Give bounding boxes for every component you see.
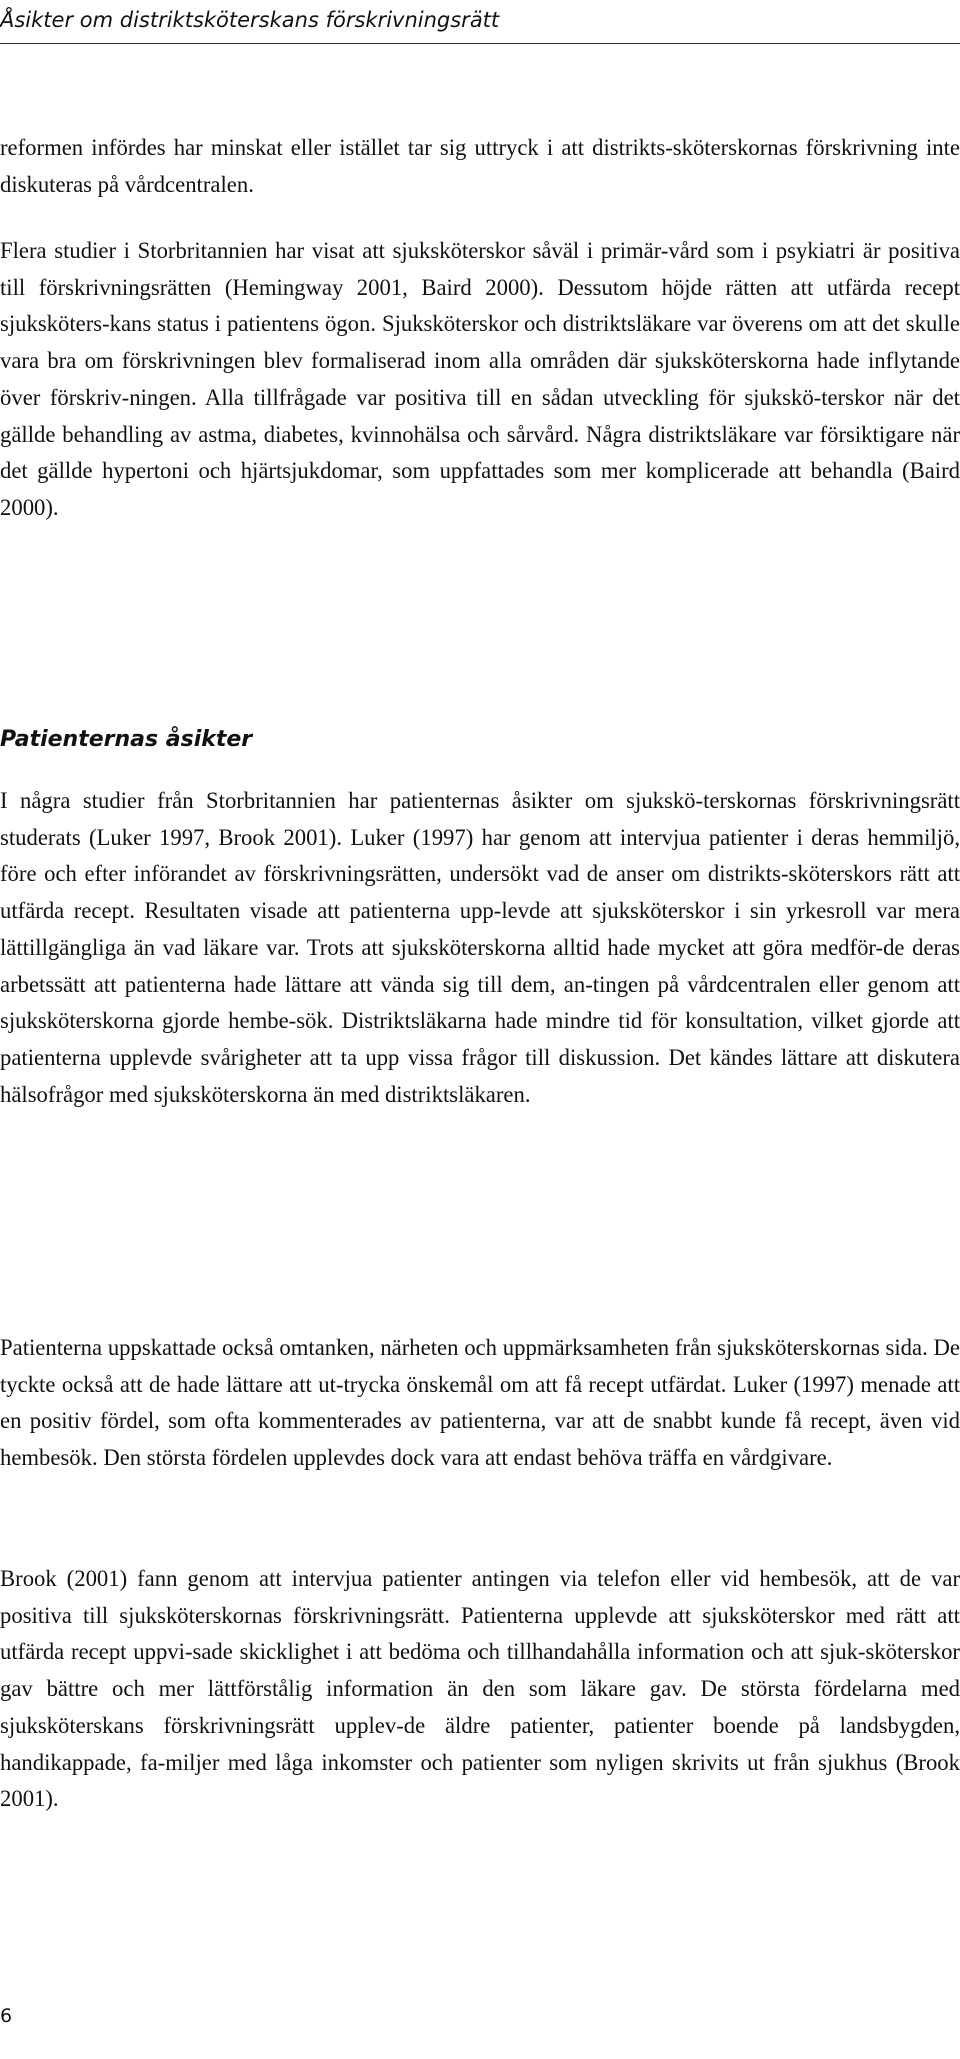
- paragraph-patient-appreciation: Patienterna uppskattade också omtanken, närheten och uppmärksamheten från sjuksköterskornas sida. De tyckte också att de hade lättare att ut-trycka önskemål om att få recept utfärdat. Luker (1997) menade att en positiv fördel, som ofta kommenterades av patienterna, var att de snabbt kunde få recept, även vid hembesök. Den största fördelen upplevdes dock vara att endast behöva träffa en vårdgivare.: [0, 1335, 960, 1471]
- paragraph-intro-continuation: reformen infördes har minskat eller istället tar sig uttryck i att distrikts-sköterskornas förskrivning inte diskuteras på vårdcentralen.: [0, 135, 960, 197]
- paragraph-studies-storbritannien: Flera studier i Storbritannien har visat att sjuksköterskor såväl i primär-vård som i psykiatri är positiva till förskrivningsrätten (Hemingway 2001, Baird 2000). Dessutom höjde rätten att utfärda recept sjuksköters-kans status i patientens ögon. Sjuksköterskor och distriktsläkare var överens om att det skulle vara bra om förskrivningen blev formaliserad inom alla områden där sjuksköterskorna hade inflytande över förskriv-ningen. Alla tillfrågade var positiva till en sådan utveckling för sjukskö-terskor när det gällde behandling av astma, diabetes, kvinnohälsa och sårvård. Några distriktsläkare var försiktigare när det gällde hypertoni och hjärtsjukdomar, som uppfattades som mer komplicerade att behandla (Baird 2000).: [0, 238, 960, 520]
- section-heading: Patienternas åsikter: [0, 727, 253, 752]
- paragraph-patient-views: I några studier från Storbritannien har patienternas åsikter om sjukskö-terskornas förskrivningsrätt studerats (Luker 1997, Brook 2001). Luker (1997) har genom att intervjua patienter i deras hemmiljö, före och efter införandet av förskrivningsrätten, undersökt vad de anser om distrikts-sköterskors rätt att utfärda recept. Resultaten visade att patienterna upp-levde att sjuksköterskor i sin yrkesroll var mera lättillgängliga än vad läkare var. Trots att sjuksköterskorna alltid hade mycket att göra medför-de deras arbetssätt att patienterna hade lättare att vända sig till dem, an-tingen på vårdcentralen eller genom att sjuksköterskorna gjorde hembe-sök. Distriktsläkarna hade mindre tid för konsultation, vilket gjorde att patienterna upplevde svårigheter att ta upp vissa frågor till diskussion. Det kändes lättare att diskutera hälsofrågor med sjuksköterskorna än med distriktsläkaren.: [0, 788, 960, 1107]
- running-title: Åsikter om distriktsköterskans förskrivningsrätt: [0, 8, 500, 32]
- page-number: 6: [0, 2005, 13, 2027]
- paragraph-brook-study: Brook (2001) fann genom att intervjua patienter antingen via telefon eller vid hembesök, att de var positiva till sjuksköterskornas förskrivningsrätt. Patienterna upplevde att sjuksköterskor med rätt att utfärda recept uppvi-sade skicklighet i att bedöma och tillhandahålla information och att sjuk-sköterskor gav bättre och mer lättförstålig information än den som läkare gav. De största fördelarna med sjuksköterskans förskrivningsrätt upplev-de äldre patienter, patienter boende på landsbygden, handikappade, fa-miljer med låga inkomster och patienter som nyligen skrivits ut från sjukhus (Brook 2001).: [0, 1566, 960, 1812]
- header-divider: [0, 43, 960, 44]
- page-header: [0, 8, 960, 44]
